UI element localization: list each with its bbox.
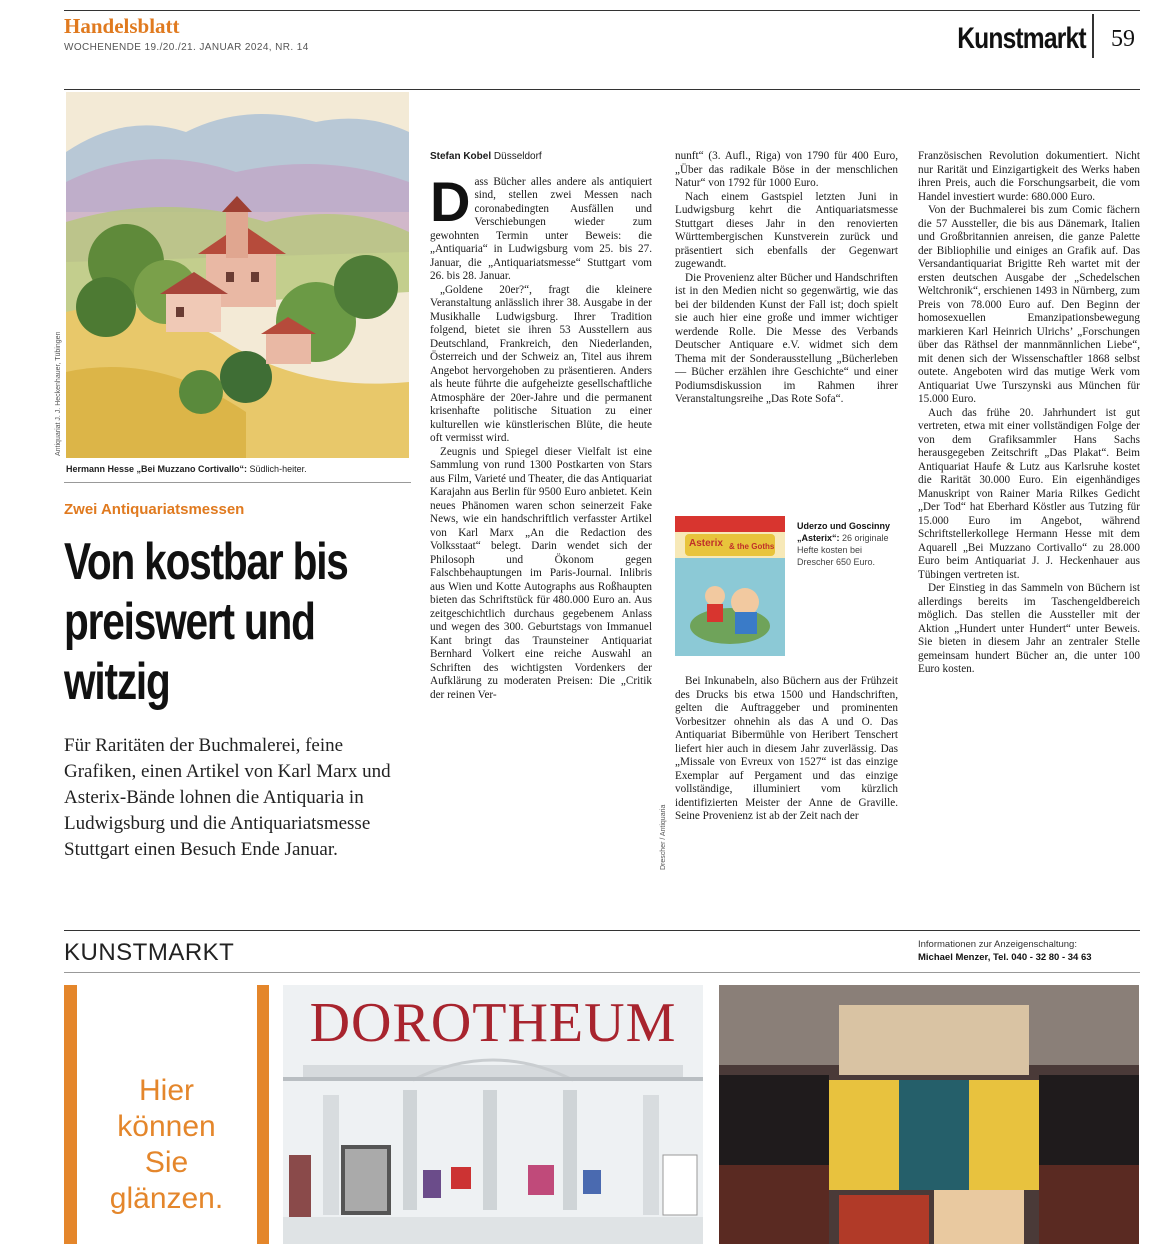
paragraph: Französischen Revolution dokumentiert. Nicht nur Rarität und Einzigartigkeit des Werks haben ihren Preis, auch die Forschungsarbeit, die vom Handel investiert wurde: 680.000 Euro. — [918, 150, 1140, 203]
asterix-caption — [797, 520, 897, 568]
ad-placeholder-text — [64, 1073, 269, 1217]
asterix-cover-image — [675, 516, 785, 656]
ad-info — [918, 938, 1092, 964]
abstract-painting-ad[interactable] — [719, 985, 1139, 1244]
article-column-1 — [430, 150, 652, 702]
paragraph: Bei Inkunabeln, also Büchern aus der Frühzeit des Drucks bis etwa 1500 und Handschriften, gelten die Auftraggeber und prominenten Vorbesitzer ohnehin als das A und O. Das Antiquariat Bibermühle von Heribert Tenschert liefert hier auch in diesem Jahr zuverlässig. Das „Missale von Evreux von 1527“ ist das einzige Exemplar auf Pergament und das einzige vollständige, illuminiert vom kürzlich identifizierten Meister der Anne de Graville. Seine Provenienz ist ab der Zeit nach der — [675, 675, 898, 822]
newspaper-masthead: Handelsblatt — [64, 14, 180, 38]
photo-caption — [66, 464, 411, 474]
ad-text-line: können — [117, 1110, 216, 1143]
ad-text-line: Hier — [138, 1074, 194, 1107]
asterix-credit: Drescher / Antiquaria — [660, 804, 667, 870]
caption-title: Hermann Hesse „Bei Muzzano Cortivallo“: — [66, 464, 248, 474]
article-column-3 — [918, 150, 1140, 677]
author-name: Stefan Kobel — [430, 151, 492, 162]
ad-text-line: glänzen. — [109, 1182, 224, 1215]
issue-dateline: WOCHENENDE 19./20./21. JANUAR 2024, NR. 14 — [64, 42, 309, 53]
article-column-2b — [675, 675, 898, 824]
ad-info-contact: Michael Menzer, Tel. 040 - 32 80 - 34 63 — [918, 952, 1092, 963]
paragraph: nunft“ (3. Aufl., Riga) von 1790 für 400 Euro, „Über das radikale Böse in der menschlichen Natur“ von 1792 für 1000 Euro. — [675, 150, 898, 189]
top-rule — [64, 10, 1140, 11]
article-teaser: Für Raritäten der Buchmalerei, feine Grafiken, einen Artikel von Karl Marx und Asterix-Bände lohnen die Antiquaria in Ludwigsburg und die Antiquariatsmesse Stuttgart einen Besuch Ende Januar. — [64, 735, 391, 860]
paragraph: Der Einstieg in das Sammeln von Büchern ist allerdings bereits im Taschengeldbereich möglich. Das stellen die Aussteller mit der Aktion „Hundert unter Hundert“ unter Beweis. Sie bieten in diesem Jahr an zentraler Stelle gemeinsam hundert Bücher an, die unter 100 Euro kosten. — [918, 582, 1140, 675]
hesse-watercolor-image — [66, 92, 409, 458]
asterix-cover-title: Asterix — [689, 538, 723, 549]
asterix-caption-text: 26 originale Hefte kosten bei Drescher 650 Euro. — [797, 533, 889, 567]
paragraph: Zeugnis und Spiegel dieser Vielfalt ist eine Sammlung von rund 1300 Postkarten von Stars aus Film, Varieté und Theater, die das Antiquariat Karajahn aus Berlin für 9500 Euro anbietet. Kein neues Phänomen waren schon seinerzeit Fake News, wie ein handschriftlich verfasster Artikel von Karl Marx „An die Redaction des Volksstaat“ belegt. Darin wendet sich der Philosoph und Ökonom gegen Falschbehauptungen im Paris-Journal. Inlibris aus Wien und Kotte Autographs aus Roßhaupten bieten das Schriftstück für 480.000 Euro an. Aus zeitgeschichtlich durchaus gegebenem Anlass und wegen des 300. Geburtstags von Immanuel Kant bringt das Traunsteiner Antiquariat Bernhard Volkert eine reiche Auswahl an Schriften des wichtigsten Vordenkers der Aufklärung zu moderaten Preisen: Die „Critik der reinen Ver- — [430, 445, 652, 701]
page-number: 59 — [1111, 26, 1135, 52]
asterix-cover-subtitle: & the Goths — [729, 542, 775, 551]
photo-credit: Antiquariat J. J. Heckenhauer, Tübingen — [55, 331, 62, 456]
article-column-2 — [675, 150, 898, 407]
header-rule — [64, 89, 1140, 90]
paragraph: „Goldene 20er?“, fragt die kleinere Veranstaltung anlässlich ihrer 38. Ausgabe in der Musikhalle Ludwigsburg. Ihrer Tradition folgend, bietet sie ihren 53 Ausstellern aus Deutschland, Frankreich, den Niederlanden, Österreich und der Schweiz an, Titel aus ihrem Angebot hervorgehoben zu präsentieren. Anders als heute führte die aufgeheizte gesellschaftliche Atmosphäre der 20er-Jahre und die permanent krisenhafte politische Situation zu einer kulturellen wie künstlerischen Blüte, die heute oft vermisst wird. — [430, 283, 652, 444]
asterix-caption-title: Uderzo und Goscinny „Asterix“: — [797, 521, 891, 543]
byline — [430, 150, 652, 164]
ad-section-title: KUNSTMARKT — [64, 939, 235, 966]
section-title: Kunstmarkt — [957, 22, 1086, 55]
drop-cap: D — [430, 169, 471, 233]
author-location: Düsseldorf — [493, 151, 542, 162]
caption-text: Südlich-heiter. — [247, 464, 307, 474]
header-divider — [1092, 14, 1094, 58]
dorotheum-ad[interactable] — [283, 985, 703, 1244]
ad-placeholder[interactable] — [64, 985, 269, 1244]
caption-rule — [64, 482, 411, 483]
paragraph: ass Bücher alles andere als antiquiert sind, stellen zwei Messen nach coronabedingten Ausfällen und Verschiebungen wieder zum gewohnten Termin unter Beweis: die „Antiquaria“ in Ludwigsburg vom 25. bis 27. Januar, die „Antiquariatsmesse“ Stuttgart vom 26. bis 28. Januar. — [430, 175, 652, 282]
ad-info-line: Informationen zur Anzeigenschaltung: — [918, 939, 1077, 950]
article-kicker: Zwei Antiquariatsmessen — [64, 501, 245, 518]
ad-title-rule — [64, 972, 1140, 973]
ad-section-rule — [64, 930, 1140, 931]
article-headline: Von kostbar bis preiswert und witzig — [64, 533, 348, 711]
paragraph: Auch das frühe 20. Jahrhundert ist gut vertreten, etwa mit einer vollständigen Folge der von dem Grafiksammler Hans Sachs herausgegeben Zeitschrift „Das Plakat“. Beim Antiquariat Haufe & Lutz aus Karlsruhe kostet die Rarität 30.000 Euro. Ein eigenhändiges Manuskript von Rainer Maria Rilkes Gedicht „Der Tod“ hat Eberhard Köstler aus Tutzing für 15.000 Euro im Angebot, während Schriftstellerkollege Hermann Hesse mit dem Aquarell „Bei Muzzano Cortivallo“ zu 28.000 Euro beim Antiquariat J. J. Heckenhauer aus Tübingen vertreten ist. — [918, 406, 1140, 581]
paragraph: Nach einem Gastspiel letzten Juni in Ludwigsburg kehrt die Antiquariatsmesse Stuttgart dieses Jahr in den renovierten Württembergischen Kunstverein zurück und präsentiert sich ebenfalls der Gegenwart zugewandt. — [675, 190, 898, 270]
paragraph: Von der Buchmalerei bis zum Comic fächern die 57 Aussteller, die bis aus Dänemark, Italien und Großbritannien anreisen, die ganze Palette der Bibliophilie und einiges an Grafik auf. Das Versandantiquariat Brigitte Reh wartet mit der ersten deutschen Ausgabe der „Schedelschen Weltchronik“, erschienen 1493 in Nürnberg, zum Preis von 78.000 Euro auf. Den Beginn der homosexuellen Emanzipationsbewegung markieren Karl Heinrich Ulrichs’ „Forschungen über das Räthsel der mannmännlichen Liebe“, mit denen sich der Wissenschaftler 1868 selbst outete. Angeboten wird das mutige Werk vom Antiquariat Uwe Turszynski aus München für 15.000 Euro. — [918, 204, 1140, 405]
paragraph: Die Provenienz alter Bücher und Handschriften ist in den Medien nicht so gegenwärtig, wie das bei der bildenden Kunst der Fall ist; doch spielt sie auch hier eine große und immer wichtiger werdende Rolle. Die Messe des Verbands Deutscher Antiquare e.V. widmet sich dem Thema mit der Sonderausstellung „Bücherleben — Bücher erzählen ihre Geschichte“ und einer Podiumsdiskussion im Rahmen ihrer Veranstaltungsreihe „Das Rote Sofa“. — [675, 271, 898, 405]
dorotheum-logo: DOROTHEUM — [309, 992, 677, 1054]
ad-text-line: Sie — [144, 1146, 189, 1179]
